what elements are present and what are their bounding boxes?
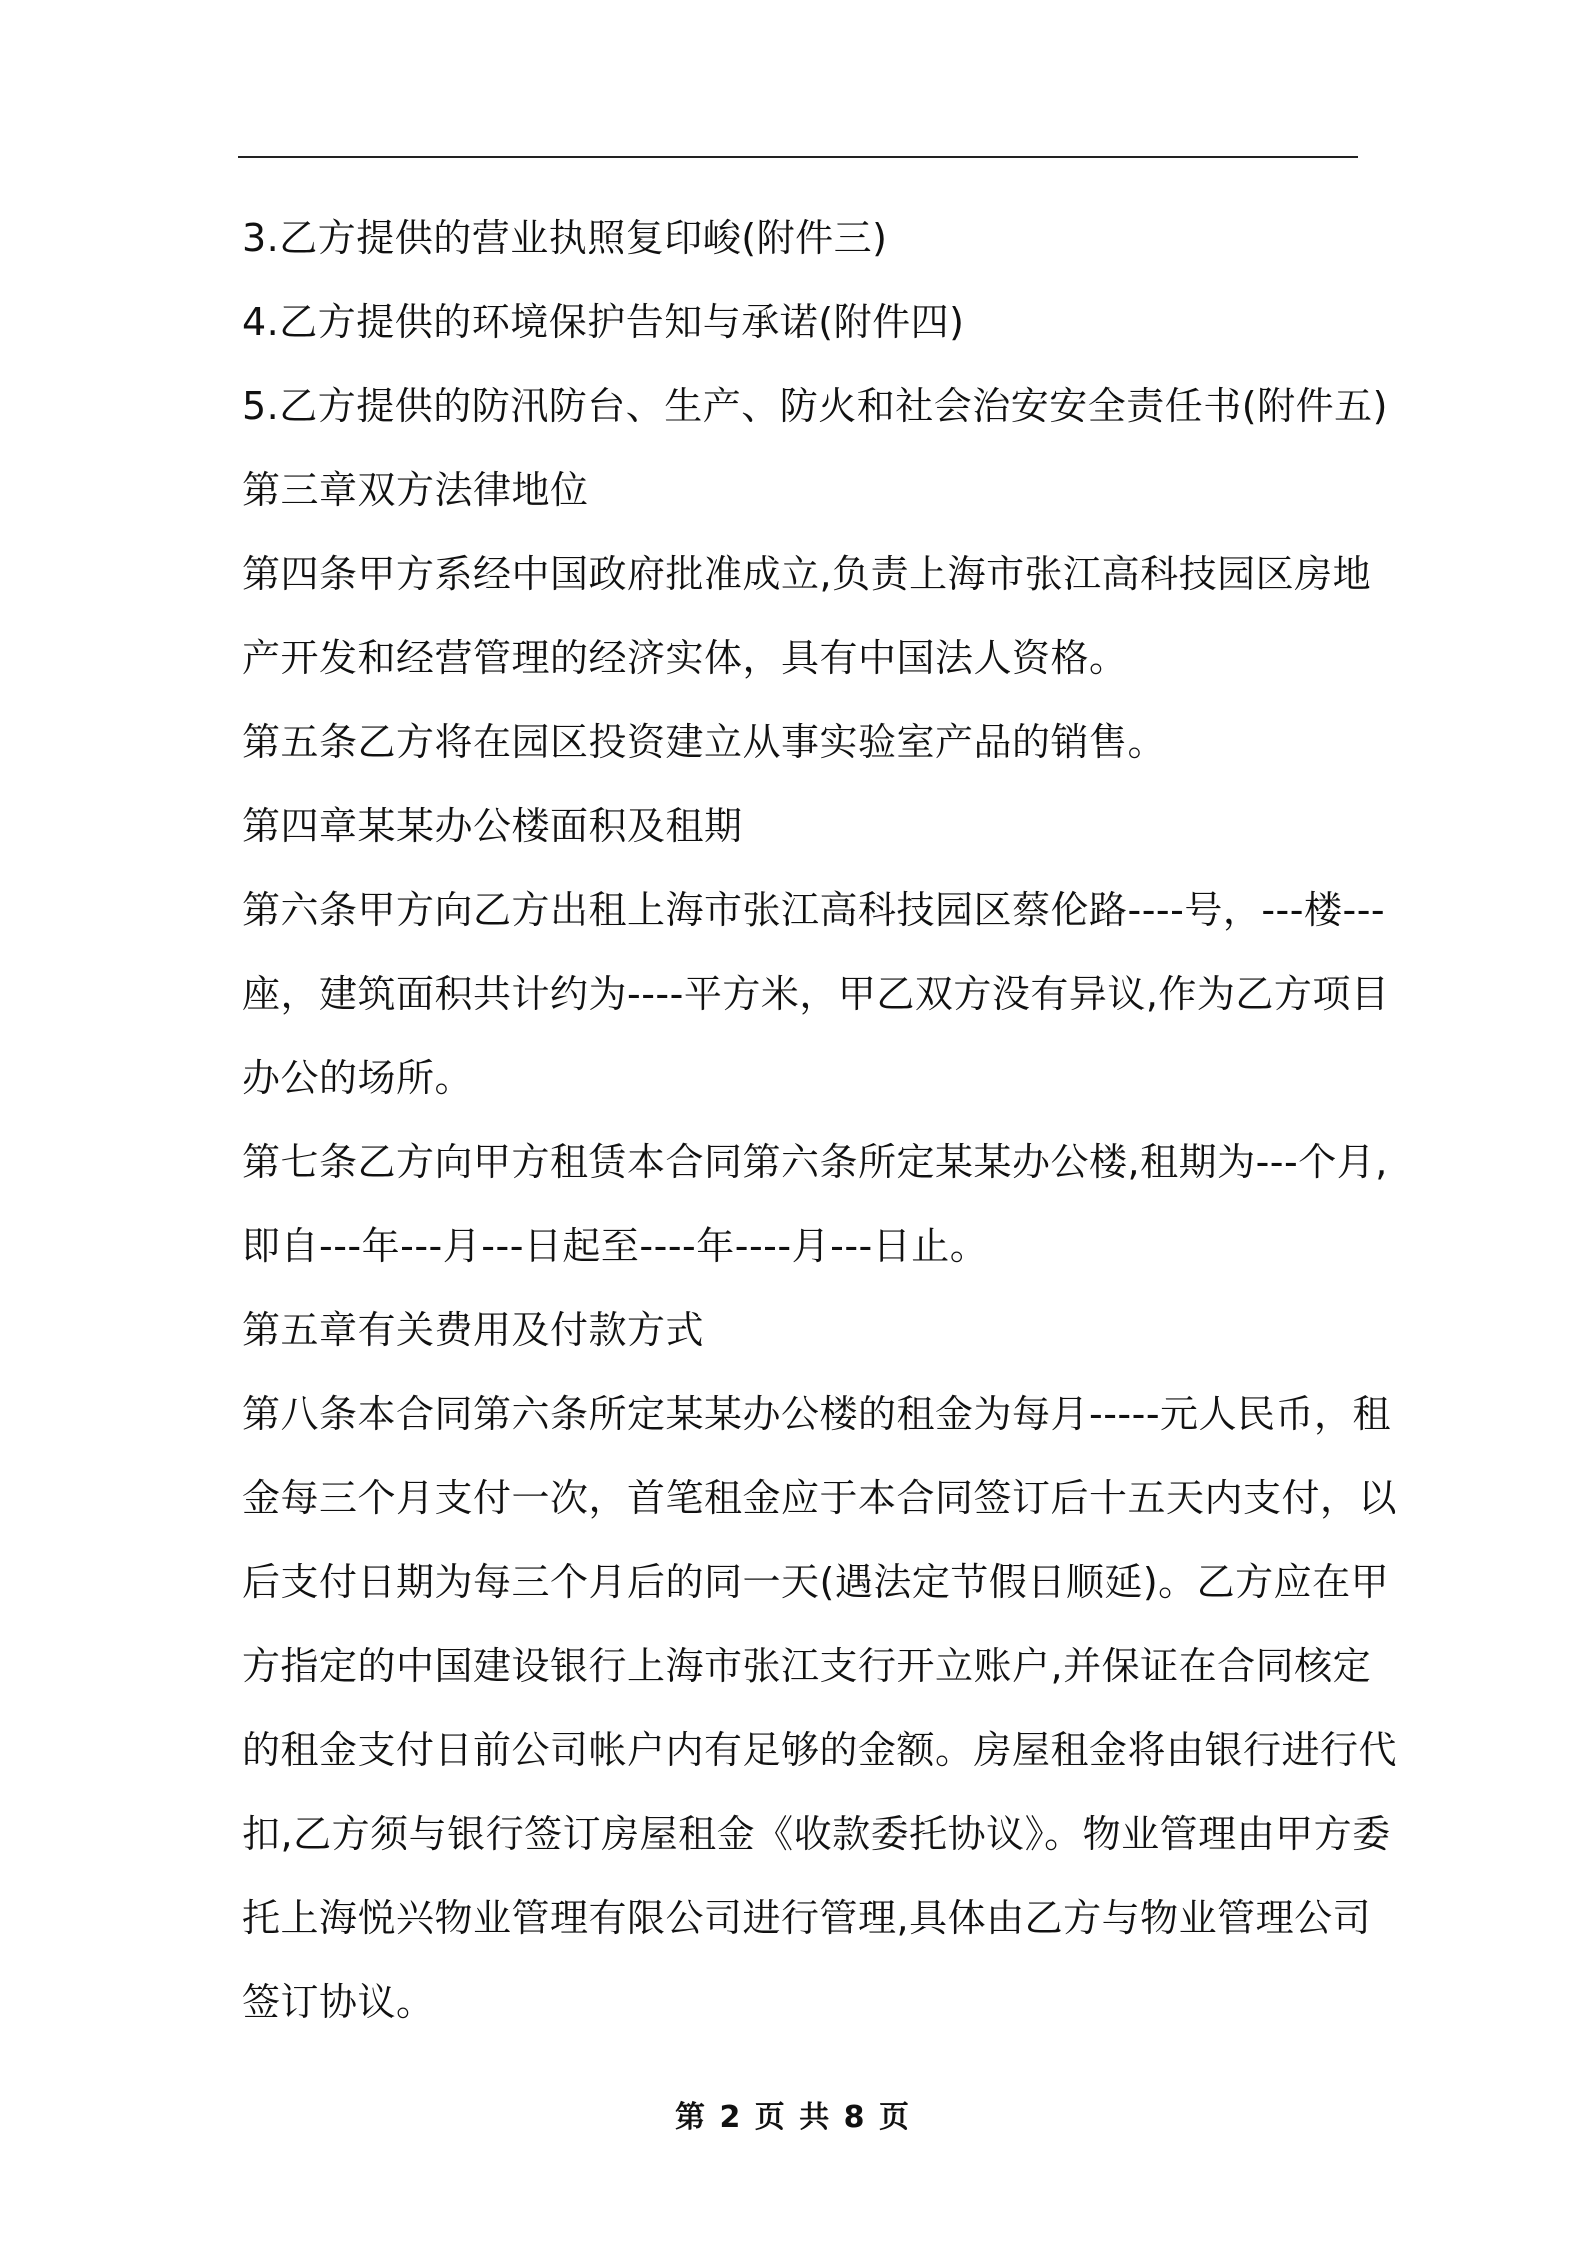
text-line: 第五条乙方将在园区投资建立从事实验室产品的销售。 <box>242 720 1167 764</box>
text-line: 办公的场所。 <box>242 1056 474 1100</box>
text-line: 金每三个月支付一次，首笔租金应于本合同签订后十五天内支付，以 <box>242 1476 1398 1520</box>
text-line: 第七条乙方向甲方租赁本合同第六条所定某某办公楼,租期为---个月, <box>242 1140 1388 1184</box>
chapter-heading: 第五章有关费用及付款方式 <box>242 1308 705 1352</box>
document-body <box>242 196 1398 2044</box>
text-line: 座，建筑面积共计约为----平方米，甲乙双方没有异议,作为乙方项目 <box>242 972 1390 1016</box>
text-line: 4.乙方提供的环境保护告知与承诺(附件四) <box>242 300 965 344</box>
text-line: 扣,乙方须与银行签订房屋租金《收款委托协议》。物业管理由甲方委 <box>242 1812 1391 1856</box>
chapter-heading: 第三章双方法律地位 <box>242 468 589 512</box>
chapter-heading: 第四章某某办公楼面积及租期 <box>242 804 743 848</box>
text-line: 的租金支付日前公司帐户内有足够的金额。房屋租金将由银行进行代 <box>242 1728 1398 1772</box>
text-line: 托上海悦兴物业管理有限公司进行管理,具体由乙方与物业管理公司 <box>242 1896 1372 1940</box>
text-line: 即自---年---月---日起至----年----月---日止。 <box>242 1224 989 1268</box>
text-line: 第八条本合同第六条所定某某办公楼的租金为每月-----元人民币，租 <box>242 1392 1392 1436</box>
header-rule <box>238 156 1358 158</box>
text-line: 方指定的中国建设银行上海市张江支行开立账户,并保证在合同核定 <box>242 1644 1372 1688</box>
page-number-footer: 第 2 页 共 8 页 <box>675 2100 911 2135</box>
text-line: 第四条甲方系经中国政府批准成立,负责上海市张江高科技园区房地 <box>242 552 1372 596</box>
text-line: 后支付日期为每三个月后的同一天(遇法定节假日顺延)。乙方应在甲 <box>242 1560 1390 1604</box>
text-line: 5.乙方提供的防汛防台、生产、防火和社会治安安全责任书(附件五) <box>242 384 1388 428</box>
text-line: 第六条甲方向乙方出租上海市张江高科技园区蔡伦路----号，---楼--- <box>242 888 1386 932</box>
text-line: 产开发和经营管理的经济实体，具有中国法人资格。 <box>242 636 1128 680</box>
text-line: 3.乙方提供的营业执照复印峻(附件三) <box>242 216 888 260</box>
text-line: 签订协议。 <box>242 1980 435 2024</box>
